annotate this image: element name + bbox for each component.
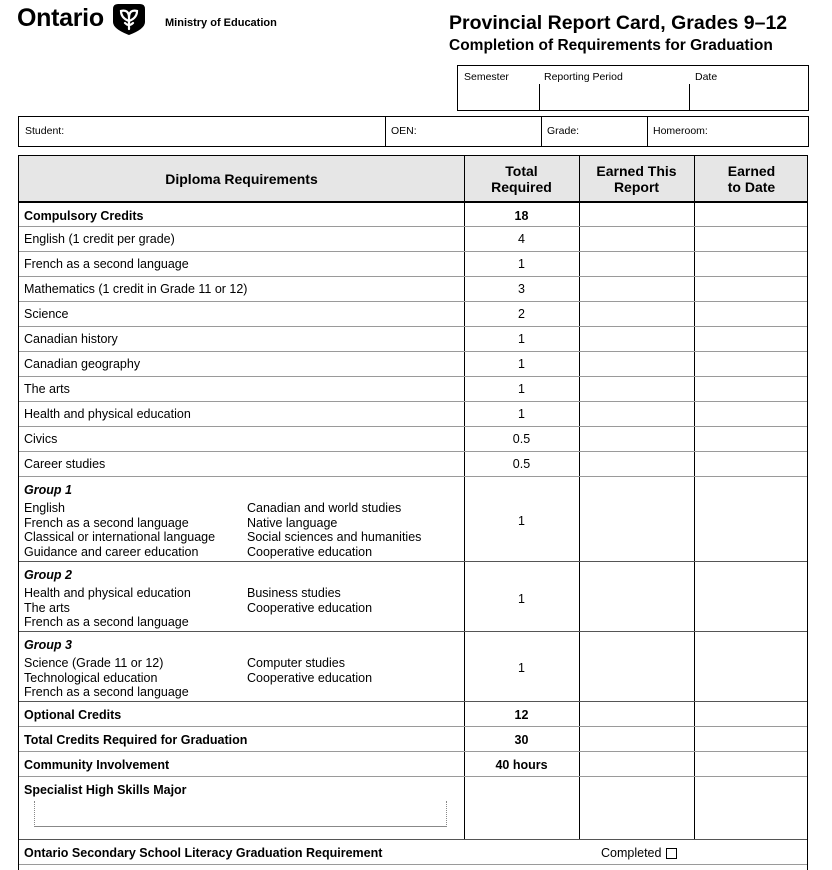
value-group-2: 1 xyxy=(518,592,525,606)
row-rule xyxy=(19,476,807,477)
completed-checkbox[interactable] xyxy=(666,848,677,859)
row-mathematics: Mathematics (1 credit in Grade 11 or 12) xyxy=(24,282,248,296)
group-3-item: Technological education xyxy=(24,670,158,685)
semester-box xyxy=(457,65,809,111)
group-3-right-list xyxy=(247,656,372,685)
value-french: 1 xyxy=(518,257,525,271)
group-1-left-list xyxy=(24,501,215,559)
header-total-required: Total Required xyxy=(491,162,552,195)
ministry-name: Ministry of Education xyxy=(165,17,277,29)
row-the-arts: The arts xyxy=(24,382,70,396)
value-the-arts: 1 xyxy=(518,382,525,396)
group-3-item: Science (Grade 11 or 12) xyxy=(24,656,164,670)
header-diploma-requirements: Diploma Requirements xyxy=(165,170,318,187)
group-1-item: English xyxy=(24,501,65,515)
group-1-title: Group 1 xyxy=(24,483,72,497)
row-rule xyxy=(19,376,807,377)
semester-label: Semester xyxy=(464,71,509,83)
row-rule xyxy=(19,451,807,452)
row-rule xyxy=(19,776,807,777)
row-rule xyxy=(19,426,807,427)
value-optional-credits: 12 xyxy=(514,708,529,722)
row-english: English (1 credit per grade) xyxy=(24,232,175,246)
group-1-item: Guidance and career education xyxy=(24,544,199,559)
date-label: Date xyxy=(695,71,718,83)
grade-label: Grade: xyxy=(547,125,580,137)
row-canadian-history: Canadian history xyxy=(24,332,118,346)
report-subtitle: Completion of Requirements for Graduation xyxy=(449,37,773,54)
group-2-left-list xyxy=(24,586,191,630)
row-rule xyxy=(19,751,807,752)
row-rule xyxy=(19,864,807,865)
row-canadian-geography: Canadian geography xyxy=(24,357,141,371)
homeroom-label: Homeroom: xyxy=(653,125,708,137)
row-rule xyxy=(19,226,807,227)
group-1-item: Canadian and world studies xyxy=(247,501,402,515)
reporting-period-label: Reporting Period xyxy=(544,71,623,83)
value-compulsory-credits: 18 xyxy=(514,209,529,223)
value-canadian-geography: 1 xyxy=(518,357,525,371)
group-1-item: Social sciences and humanities xyxy=(247,530,422,544)
value-community-involvement: 40 hours xyxy=(495,758,548,772)
row-career-studies: Career studies xyxy=(24,457,106,471)
group-3-item: French as a second language xyxy=(24,685,189,699)
row-specialist-high-skills-major: Specialist High Skills Major xyxy=(24,783,187,797)
row-rule xyxy=(19,561,807,562)
student-label: Student: xyxy=(25,125,65,137)
row-optional-credits: Optional Credits xyxy=(24,708,122,722)
row-total-credits: Total Credits Required for Graduation xyxy=(24,733,248,747)
value-canadian-history: 1 xyxy=(518,332,525,346)
group-1-item: Cooperative education xyxy=(247,544,373,559)
row-community-involvement: Community Involvement xyxy=(24,758,170,772)
row-rule xyxy=(19,726,807,727)
value-civics: 0.5 xyxy=(512,432,531,446)
row-rule xyxy=(19,326,807,327)
row-civics: Civics xyxy=(24,432,58,446)
row-compulsory-credits: Compulsory Credits xyxy=(24,209,144,223)
column-divider-3 xyxy=(694,156,695,839)
header-earned-this-report: Earned This Report xyxy=(596,162,677,195)
student-info-row xyxy=(18,116,809,147)
value-science: 2 xyxy=(518,307,525,321)
shsm-entry-field[interactable] xyxy=(34,801,447,827)
completed-label: Completed xyxy=(601,846,662,860)
semester-divider xyxy=(539,84,540,110)
row-rule xyxy=(19,401,807,402)
group-3-item: Cooperative education xyxy=(247,670,373,685)
row-science: Science xyxy=(24,307,69,321)
row-french: French as a second language xyxy=(24,257,189,271)
group-3-title: Group 3 xyxy=(24,638,72,652)
group-1-item: French as a second language xyxy=(24,515,189,530)
value-health-pe: 1 xyxy=(518,407,525,421)
column-divider-2 xyxy=(579,156,580,839)
row-rule xyxy=(19,839,807,840)
group-1-item: Classical or international language xyxy=(24,530,216,544)
row-rule xyxy=(19,701,807,702)
value-group-1: 1 xyxy=(518,514,525,528)
group-1-item: Native language xyxy=(247,515,338,530)
group-2-item: Cooperative education xyxy=(247,600,373,615)
value-english: 4 xyxy=(518,232,525,246)
group-2-item: Health and physical education xyxy=(24,586,191,600)
group-2-item: French as a second language xyxy=(24,615,189,629)
period-divider xyxy=(689,84,690,110)
row-health-pe: Health and physical education xyxy=(24,407,191,421)
value-total-credits: 30 xyxy=(514,733,529,747)
group-2-item: Business studies xyxy=(247,586,341,600)
value-group-3: 1 xyxy=(518,661,525,675)
report-title: Provincial Report Card, Grades 9–12 xyxy=(449,12,788,34)
value-mathematics: 3 xyxy=(518,282,525,296)
oen-label: OEN: xyxy=(391,125,417,137)
ontario-wordmark: Ontario xyxy=(17,4,104,32)
group-3-item: Computer studies xyxy=(247,656,345,670)
diploma-requirements-table xyxy=(18,155,808,870)
value-career-studies: 0.5 xyxy=(512,457,531,471)
row-rule xyxy=(19,276,807,277)
trillium-logo-icon xyxy=(112,3,146,36)
group-1-right-list xyxy=(247,501,421,559)
group-2-item: The arts xyxy=(24,600,70,615)
literacy-requirement-label: Ontario Secondary School Literacy Graduation Requirement xyxy=(24,846,383,860)
header-earned-to-date: Earned to Date xyxy=(727,162,776,195)
group-3-left-list xyxy=(24,656,189,700)
row-rule xyxy=(19,301,807,302)
group-2-right-list xyxy=(247,586,372,615)
row-rule xyxy=(19,631,807,632)
group-2-title: Group 2 xyxy=(24,568,72,582)
header-rule xyxy=(19,201,807,203)
row-rule xyxy=(19,351,807,352)
row-rule xyxy=(19,251,807,252)
